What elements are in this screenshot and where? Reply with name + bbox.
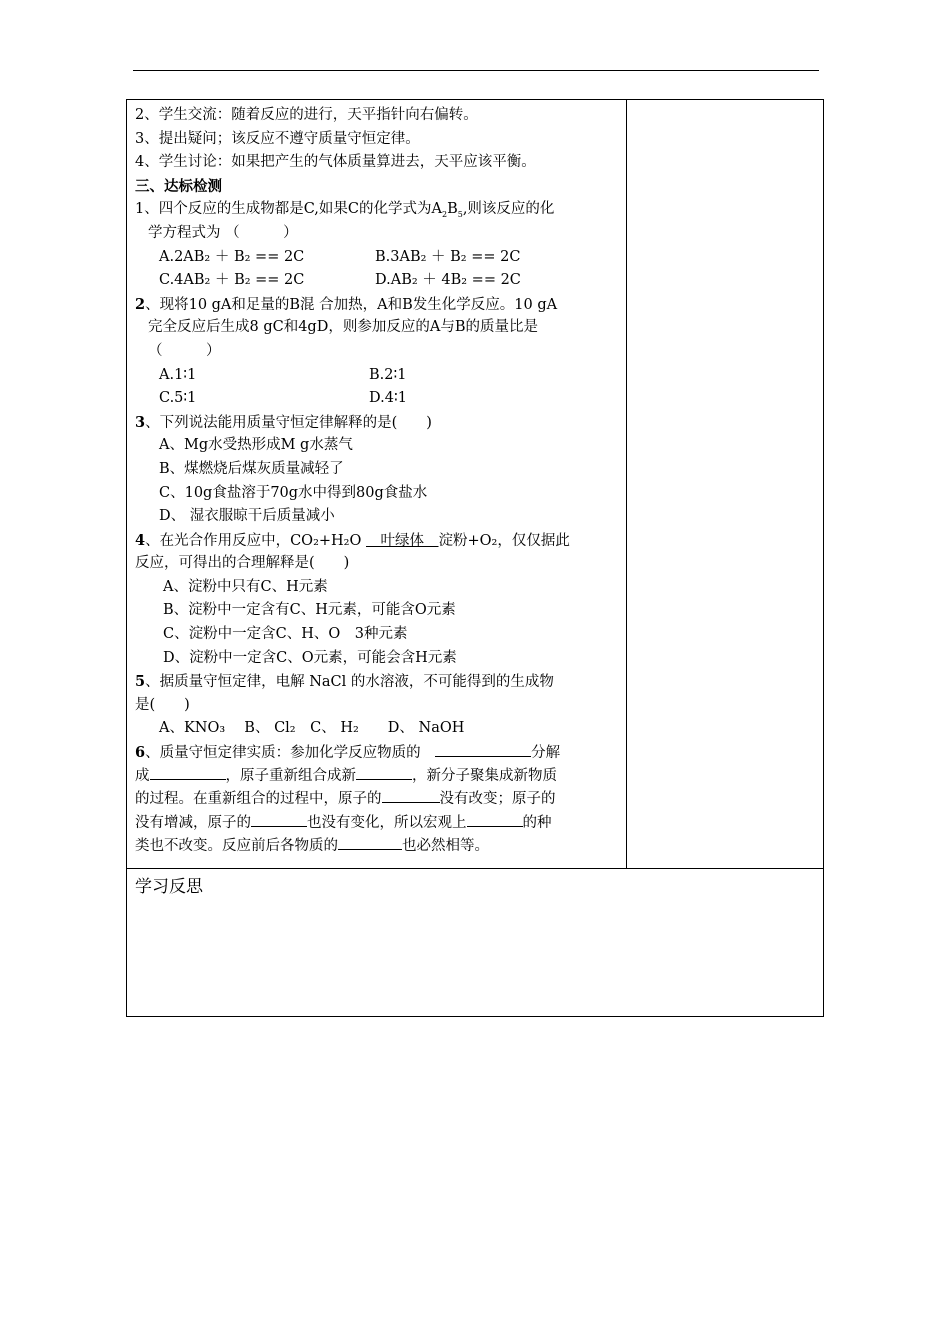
q6-text: 也没有变化，所以宏观上 [307, 814, 467, 831]
question-number: 3 [135, 413, 146, 431]
q3-stem-part: 、下列说法能用质量守恒定律解释的是( ) [145, 414, 432, 431]
row-divider [127, 868, 823, 869]
question-1-stem [135, 198, 621, 222]
q1-stem-part: 1、四个反应的生成物都是C,如果C的化学式为A [135, 201, 442, 218]
q6-text: 成 [135, 767, 150, 784]
reaction-condition: 叶绿体 [366, 532, 439, 549]
section-heading: 三、达标检测 [135, 177, 222, 195]
text-line: 2、学生交流：随着反应的进行，天平指针向右偏转。 [135, 107, 478, 123]
q2-stem-part: 、现将10 gA和足量的B混 合加热，A和B发生化学反应。10 gA [145, 296, 558, 313]
q6-text: 没有增减，原子的 [135, 814, 251, 831]
q5-stem-part: 、据质量守恒定律，电解 NaCl 的水溶液，不可能得到的生成物 [145, 674, 554, 691]
option-b: B.2∶1 [369, 366, 407, 383]
q6-text: 没有改变；原子的 [439, 791, 556, 808]
column-divider [626, 100, 627, 868]
reflection-heading: 学习反思 [135, 877, 203, 897]
fill-blank[interactable] [467, 812, 523, 827]
option-c: C、淀粉中一定含C、H、O 3种元素 [163, 626, 408, 643]
question-1-options-row [135, 246, 621, 270]
option-d: D、 湿衣服晾干后质量减小 [159, 508, 335, 525]
fill-blank[interactable] [150, 765, 226, 780]
q6-text: ，新分子聚集成新物质 [412, 767, 557, 784]
q6-text: ，原子重新组合成新 [225, 767, 356, 784]
option-b: B、煤燃烧后煤灰质量减轻了 [159, 460, 344, 477]
question-2-options-row [135, 364, 621, 388]
question-number: 6 [135, 744, 146, 762]
option-d: D.4∶1 [369, 390, 407, 407]
q6-text: 的种 [522, 814, 552, 831]
option-b: B.3AB₂ ＋ B₂ == 2C [375, 248, 521, 265]
option-c: C、10g食盐溶于70g水中得到80g食盐水 [159, 484, 428, 501]
option-d: D、淀粉中一定含C、O元素，可能会含H元素 [163, 649, 457, 666]
q6-text: 、质量守恒定律实质：参加化学反应物质的 [145, 745, 436, 762]
question-4-stem [135, 529, 621, 553]
question-4-stem-cont: 反应，可得出的合理解释是( ) [135, 555, 350, 572]
question-5-stem [135, 670, 621, 694]
question-3-stem [135, 411, 621, 435]
question-2-stem [135, 293, 621, 317]
question-5-stem-cont: 是( ) [135, 696, 190, 713]
fill-blank[interactable] [435, 742, 531, 757]
question-number: 4 [135, 531, 146, 549]
option-a: A.1∶1 [159, 366, 197, 383]
question-2-stem-cont: 完全反应后生成8 gC和4gD，则参加反应的A与B的质量比是 [148, 319, 538, 336]
fill-blank[interactable] [356, 765, 412, 780]
fill-blank[interactable] [338, 835, 402, 850]
q4-stem-part: 、在光合作用反应中，CO₂+H₂O [145, 532, 366, 549]
text-line: 3、提出疑问；该反应不遵守质量守恒定律。 [135, 130, 420, 147]
question-2-options-row [135, 387, 621, 411]
main-cell [135, 104, 621, 859]
option-c: C.5∶1 [159, 390, 197, 407]
option-a: A.2AB₂ ＋ B₂ == 2C [159, 248, 305, 265]
fill-blank[interactable] [251, 812, 307, 827]
q1-stem-part: ,则该反应的化 [462, 201, 555, 218]
q6-text: 的过程。在重新组合的过程中，原子的 [135, 791, 382, 808]
question-6-line [135, 788, 621, 812]
text-line: 4、学生讨论：如果把产生的气体质量算进去，天平应该平衡。 [135, 154, 536, 171]
worksheet-table [126, 99, 824, 1017]
question-6-line [135, 812, 621, 836]
question-6-line [135, 765, 621, 789]
question-6-line [135, 835, 621, 859]
option-b: B、淀粉中一定含有C、H元素，可能含O元素 [163, 602, 456, 619]
option-a: A、淀粉中只有C、H元素 [163, 578, 328, 595]
question-1-options-row [135, 269, 621, 293]
question-number: 5 [135, 673, 146, 691]
header-rule [133, 70, 819, 71]
question-5-options: A、KNO₃ B、 Cl₂ C、 H₂ D、 NaOH [159, 720, 465, 737]
q4-stem-part: 淀粉+O₂，仅仅据此 [438, 532, 570, 549]
option-d: D.AB₂ ＋ 4B₂ == 2C [375, 272, 521, 289]
q1-subscript: 5 [457, 210, 463, 220]
q6-text: 分解 [531, 745, 561, 762]
question-6-line [135, 741, 621, 765]
option-a: A、Mg水受热形成M g水蒸气 [159, 437, 353, 454]
question-2-stem-cont: （ ） [148, 342, 221, 359]
q1-subscript: 2 [441, 210, 448, 220]
q6-text: 类也不改变。反应前后各物质的 [135, 838, 338, 855]
q1-stem-part: B [447, 201, 458, 218]
question-number: 2 [135, 295, 146, 313]
q6-text: 也必然相等。 [402, 838, 489, 855]
question-1-stem-cont: 学方程式为 （ ） [148, 224, 298, 241]
fill-blank[interactable] [382, 788, 440, 803]
option-c: C.4AB₂ ＋ B₂ == 2C [159, 272, 305, 289]
